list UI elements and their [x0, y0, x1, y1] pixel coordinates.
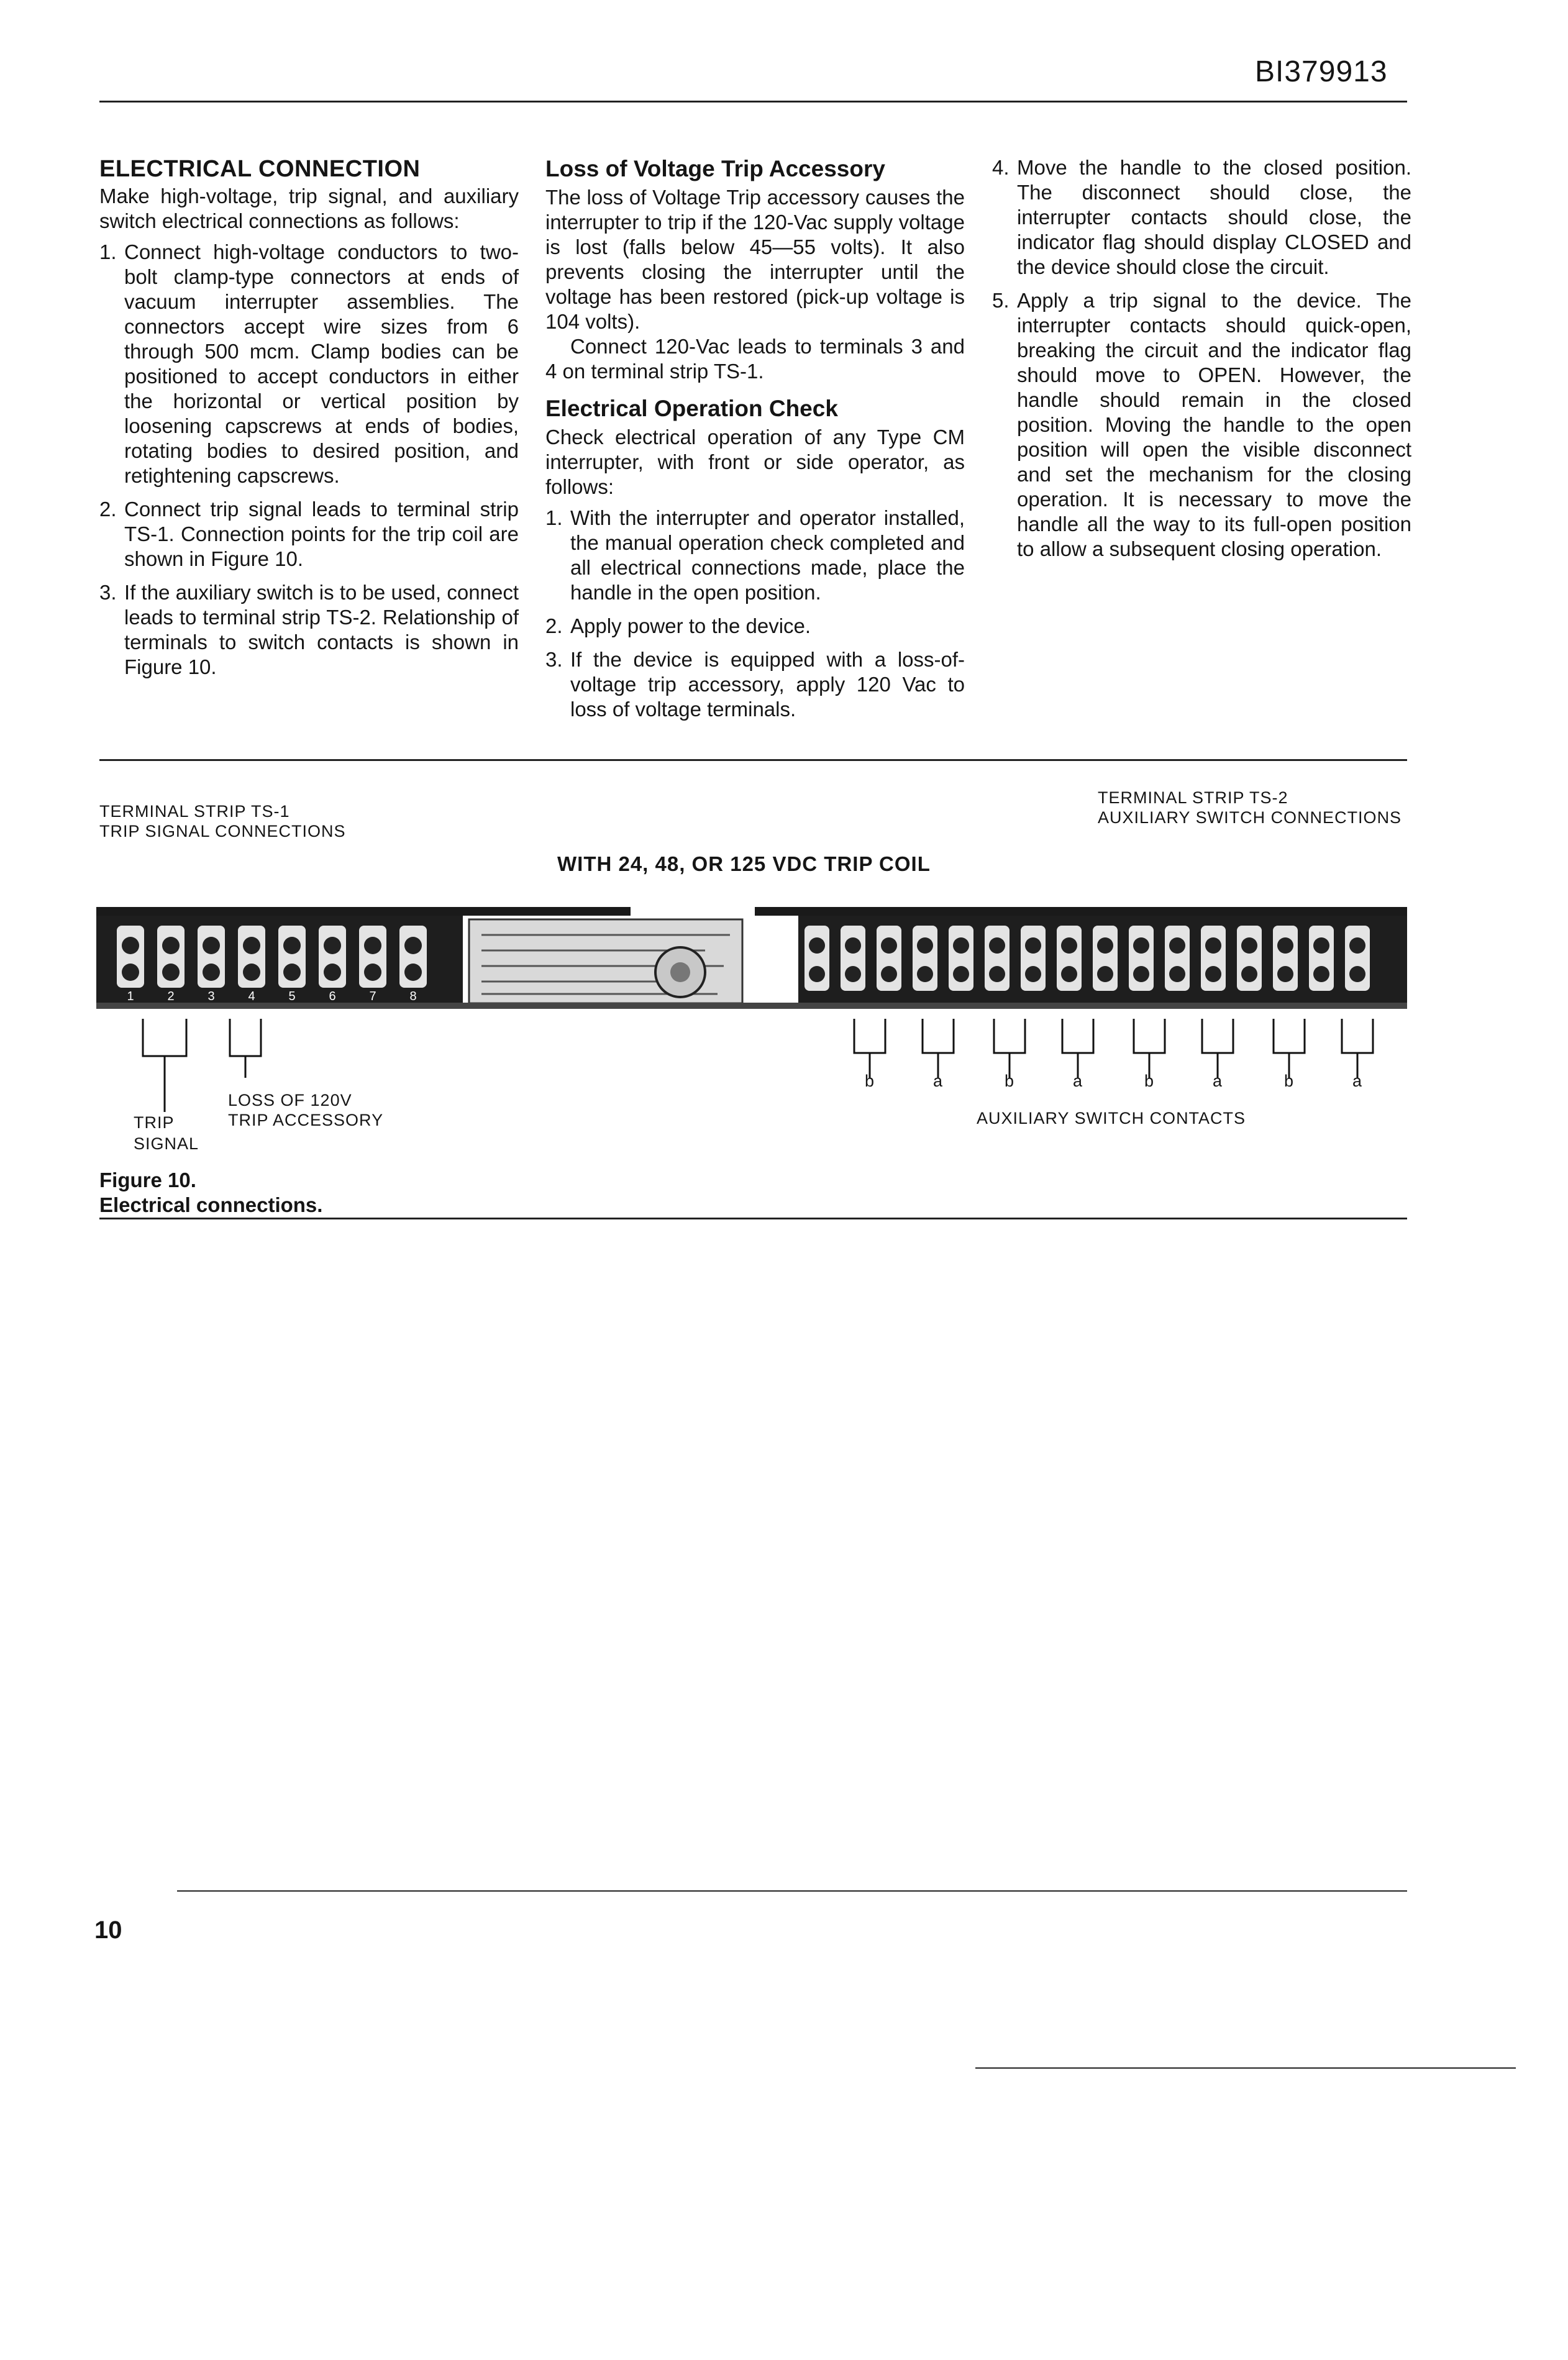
header-rule [99, 101, 1407, 103]
section-heading: Electrical Operation Check [545, 396, 838, 421]
trip-signal-bracket [143, 1019, 186, 1056]
mounting-bolt-center [670, 962, 690, 982]
contact-bracket [1342, 1019, 1373, 1053]
column-loss-of-voltage [545, 155, 965, 731]
contact-bracket [1274, 1019, 1305, 1053]
connection-steps [99, 240, 519, 680]
strip-bottom-edge [96, 1003, 1407, 1009]
terminal-number: 4 [248, 990, 255, 1003]
column-electrical-connection [99, 155, 519, 688]
section-heading: ELECTRICAL CONNECTION [99, 156, 421, 182]
page-number: 10 [94, 1916, 122, 1944]
figure-caption: Figure 10. Electrical connections. [99, 1169, 323, 1216]
terminal-screw [399, 926, 427, 988]
intro-paragraph: Make high-voltage, trip signal, and auxiliary switch electrical connections as follows: [99, 185, 519, 232]
terminal-number: 8 [409, 990, 417, 1003]
terminal-screw [1345, 926, 1370, 991]
terminal-screw [198, 926, 225, 988]
column-check-continued [992, 155, 1411, 570]
list-item: 2. Connect trip signal leads to terminal strip TS-1. Connection points for the trip coil are shown in Figure 10. [99, 498, 519, 570]
terminal-screw [985, 926, 1010, 991]
list-item: 2. Apply power to the device. [545, 614, 811, 637]
terminal-screw [877, 926, 901, 991]
contact-bracket [994, 1019, 1025, 1053]
contact-letter: b [1284, 1072, 1295, 1090]
figure-top-rule [99, 759, 1407, 761]
terminal-screw [1165, 926, 1190, 991]
terminal-number: 1 [127, 990, 134, 1003]
terminal-number: 3 [207, 990, 215, 1003]
terminal-screw [319, 926, 346, 988]
terminal-screw [359, 926, 386, 988]
contact-bracket [1202, 1019, 1233, 1053]
contact-bracket [923, 1019, 954, 1053]
terminal-number: 2 [167, 990, 175, 1003]
paragraph: Check electrical operation of any Type CM interrupter, with front or side operator, as follows: [545, 426, 965, 498]
strip-top-edge [755, 907, 1407, 916]
contact-letter: a [1352, 1072, 1363, 1090]
terminal-screw [238, 926, 265, 988]
bottom-margin-rule [975, 2067, 1516, 2069]
terminal-screw [1201, 926, 1226, 991]
footer-rule [177, 1890, 1407, 1892]
paragraph: The loss of Voltage Trip accessory causes the interrupter to trip if the 120-Vac supply voltage is lost (falls below 45—55 volts). It also prevents closing the interrupter until the voltage has been restored (pick-up voltage is 104 volts). [545, 186, 965, 333]
aux-contacts-label: AUXILIARY SWITCH CONTACTS [977, 1109, 1246, 1128]
contact-bracket [1134, 1019, 1165, 1053]
terminal-number: 5 [288, 990, 296, 1003]
list-item: 4. Move the handle to the closed position. The disconnect should close, the interrupter contacts should close, the indicator flag should display CLOSED and the device should close the circuit. [992, 156, 1411, 278]
ts1-label: TERMINAL STRIP TS-1 TRIP SIGNAL CONNECTIONS [99, 802, 346, 841]
terminal-screw [949, 926, 973, 991]
paragraph: Connect 120-Vac leads to terminals 3 and 4 on terminal strip TS-1. [545, 335, 965, 383]
section-heading: Loss of Voltage Trip Accessory [545, 156, 885, 181]
list-item: 5. Apply a trip signal to the device. The interrupter contacts should quick-open, breaking the circuit and the indicator flag should move to OPEN. However, the handle should remain in the closed position. Moving the handle to the open position will open the visible disconnect and set the mechanism for the closing operation. It is necessary to move the handle all the way to its full-open position to allow a subsequent closing operation. [992, 289, 1411, 560]
check-steps [545, 506, 965, 722]
loss-accessory-label: LOSS OF 120V TRIP ACCESSORY [228, 1091, 384, 1129]
contact-bracket [1062, 1019, 1093, 1053]
list-item: 3. If the device is equipped with a loss-of-voltage trip accessory, apply 120 Vac to loss of voltage terminals. [545, 648, 965, 721]
trip-coil-label: WITH 24, 48, OR 125 VDC TRIP COIL [557, 852, 931, 875]
terminal-strip-photo [96, 907, 1407, 1025]
terminal-screw [1129, 926, 1154, 991]
terminal-screw [278, 926, 306, 988]
figure-bottom-rule [99, 1218, 1407, 1219]
list-item: 1. Connect high-voltage conductors to two-bolt clamp-type connectors at ends of vacuum interrupter assemblies. The connectors accept wire sizes from 6 through 500 mcm. Clamp bodies can be positioned to accept conductors in either the horizontal or vertical position by loosening capscrews at ends of bodies, rotating bodies to desired position, and retightening capscrews. [99, 240, 519, 487]
document-number: BI379913 [1255, 55, 1388, 88]
terminal-screw [841, 926, 865, 991]
terminal-screw [805, 926, 829, 991]
ts2-wiring [854, 1019, 1373, 1078]
list-item: 1. With the interrupter and operator installed, the manual operation check completed and all electrical connections made, place the handle in the open position. [545, 506, 965, 604]
loss-voltage-bracket [230, 1019, 261, 1056]
terminal-screw [1273, 926, 1298, 991]
contact-letter: a [1213, 1072, 1223, 1090]
contact-letter: b [1144, 1072, 1155, 1090]
contact-letter: b [1005, 1072, 1015, 1090]
contact-bracket [854, 1019, 885, 1053]
list-item: 3. If the auxiliary switch is to be used, connect leads to terminal strip TS-2. Relationship of terminals to switch contacts is shown in Figure 10. [99, 581, 519, 678]
terminal-screw [1309, 926, 1334, 991]
terminal-screw [1237, 926, 1262, 991]
terminal-number: 7 [369, 990, 376, 1003]
contact-letter: a [1073, 1072, 1083, 1090]
terminal-screw [157, 926, 185, 988]
terminal-screw [1093, 926, 1118, 991]
check-steps-continued [992, 155, 1411, 562]
terminal-screw [117, 926, 144, 988]
terminal-number: 6 [329, 990, 336, 1003]
terminal-screw [1057, 926, 1082, 991]
trip-signal-label: TRIP SIGNAL [134, 1113, 199, 1153]
terminal-screw [1021, 926, 1046, 991]
contact-letter: a [933, 1072, 944, 1090]
terminal-screw [913, 926, 937, 991]
strip-top-edge [96, 907, 631, 916]
contact-letter: b [865, 1072, 875, 1090]
ts2-label: TERMINAL STRIP TS-2 AUXILIARY SWITCH CONNECTIONS [1098, 788, 1402, 827]
